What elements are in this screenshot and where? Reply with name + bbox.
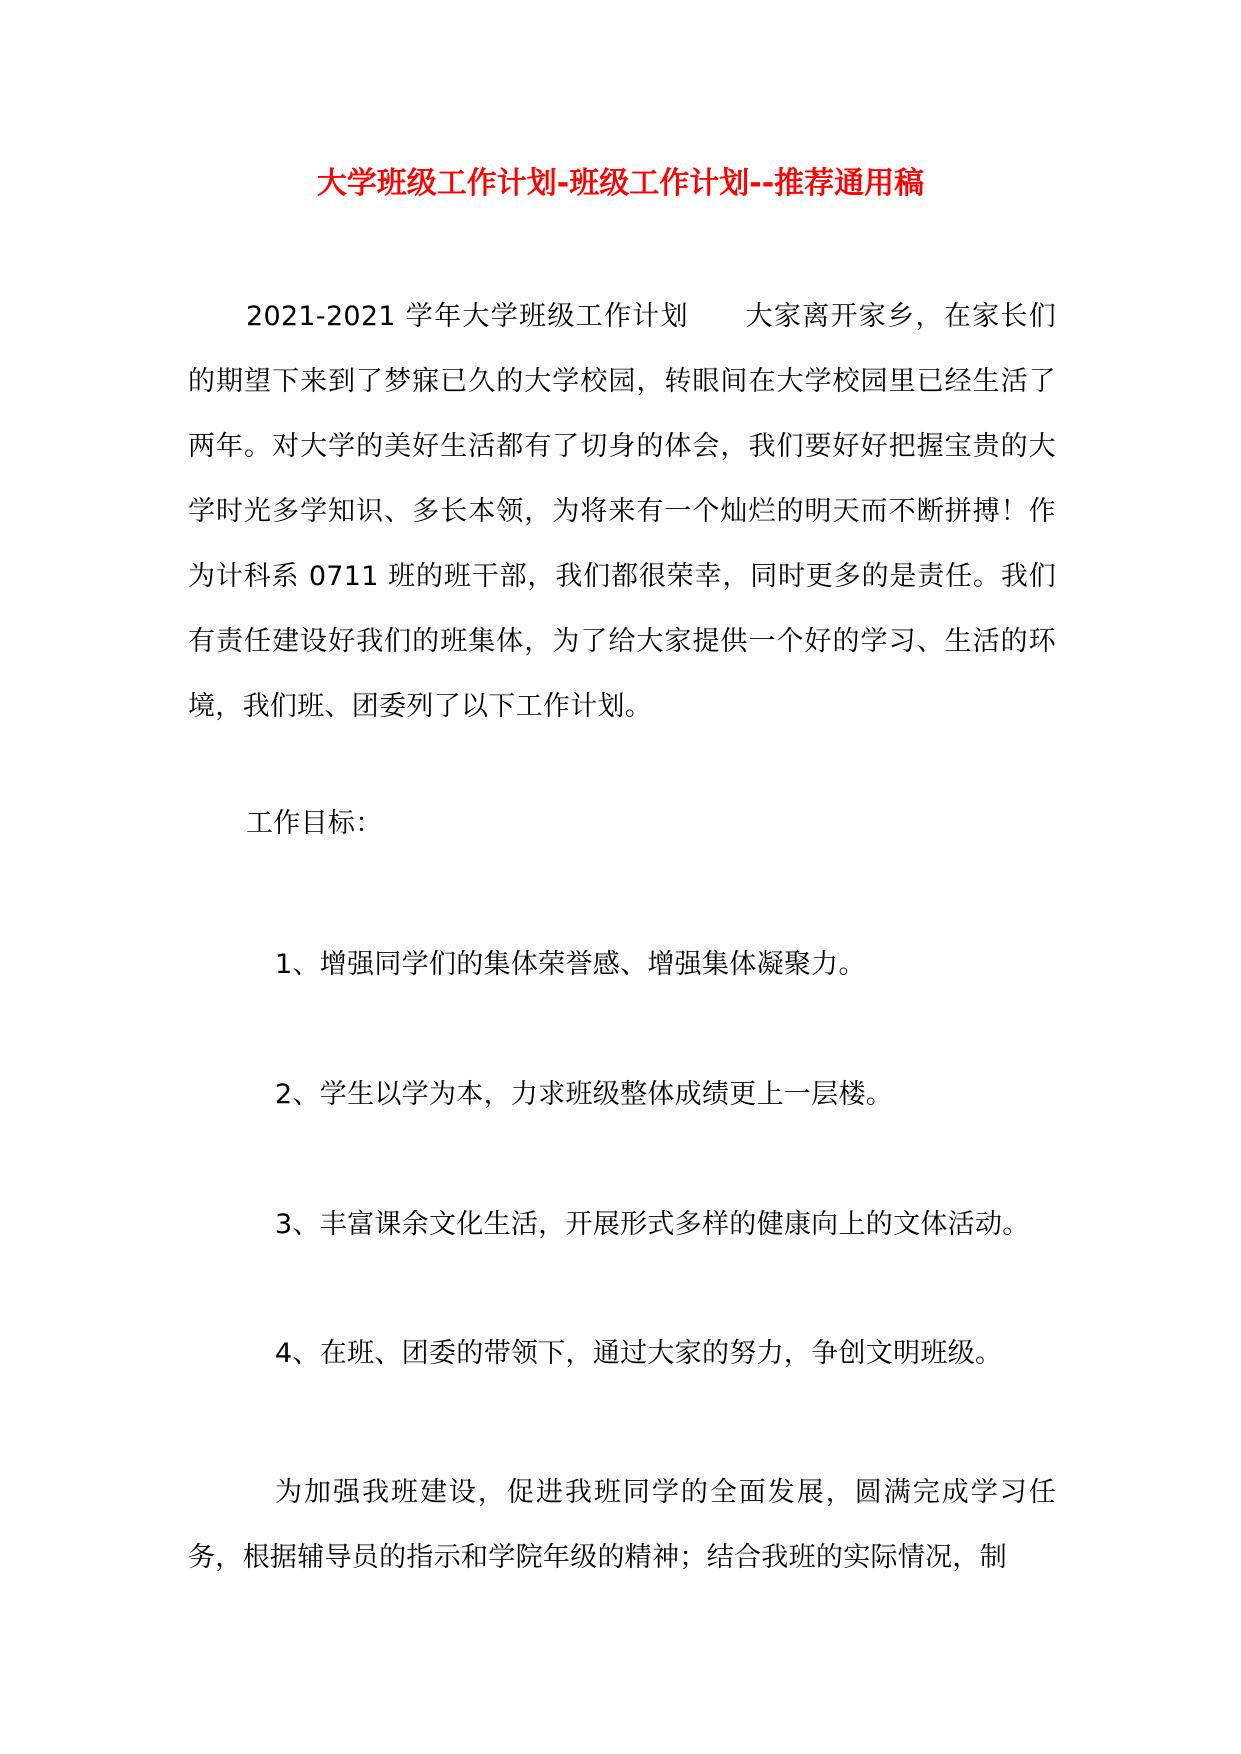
goal-item: 3、丰富课余文化生活，开展形式多样的健康向上的文体活动。 (275, 1209, 1030, 1240)
goal-item: 2、学生以学为本，力求班级整体成绩更上一层楼。 (275, 1079, 894, 1110)
goal-item: 1、增强同学们的集体荣誉感、增强集体凝聚力。 (275, 949, 866, 980)
closing-paragraph: 为加强我班建设，促进我班同学的全面发展，圆满完成学习任务，根据辅导员的指示和学院年级的精神；结合我班的实际情况，制 (188, 1477, 1056, 1573)
document-title: 大学班级工作计划-班级工作计划--推荐通用稿 (316, 166, 925, 201)
goals-heading: 工作目标： (246, 808, 383, 839)
goal-item: 4、在班、团委的带领下，通过大家的努力，争创文明班级。 (275, 1338, 1003, 1369)
intro-paragraph: 2021-2021 学年大学班级工作计划 大家离开家乡，在家长们的期望下来到了梦寐已久的大学校园，转眼间在大学校园里已经生活了两年。对大学的美好生活都有了切身的体会，我们要好好把握宝贵的大学时光多学知识、多长本领，为将来有一个灿烂的明天而不断拼搏！作为计科系 0711 班的班干部，我们都很荣幸，同时更多的是责任。我们有责任建设好我们的班集体，为了给大家提供一个好的学习、生活的环境，我们班、团委列了以下工作计划。 (188, 301, 1056, 722)
